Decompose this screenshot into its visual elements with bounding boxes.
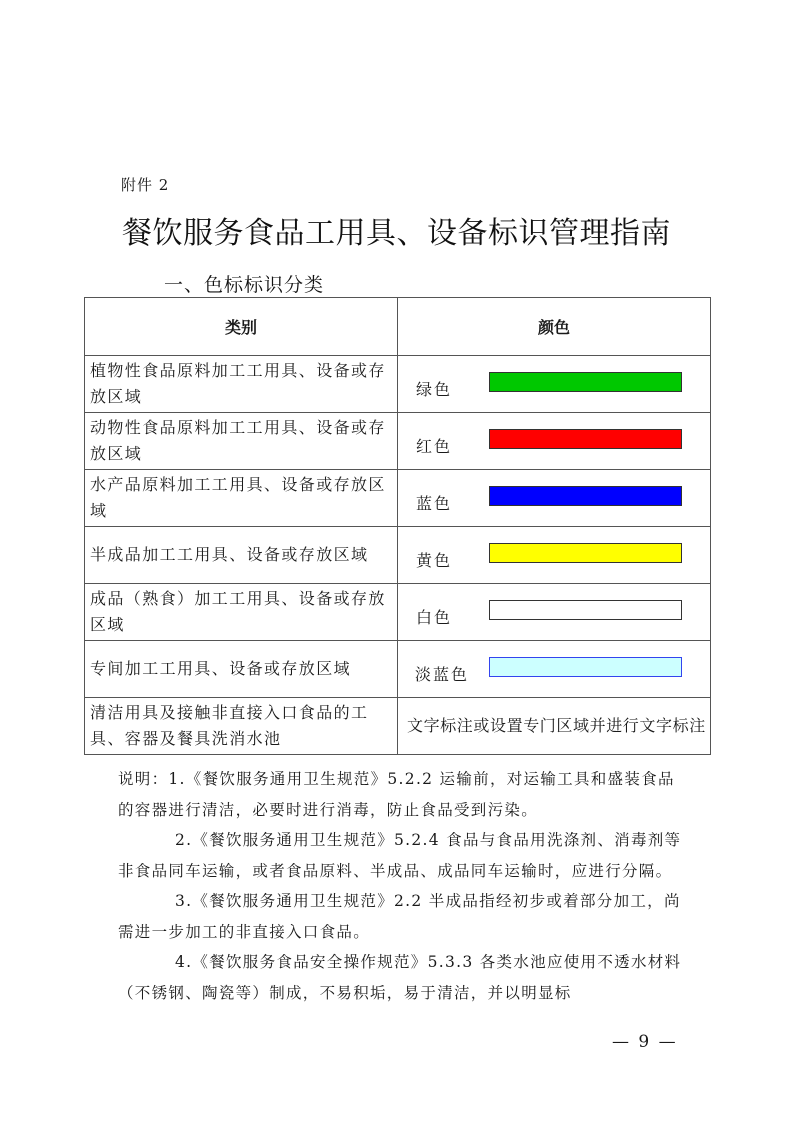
color-cell <box>398 356 711 413</box>
color-swatch-red <box>489 429 682 449</box>
color-cell <box>398 584 711 641</box>
color-swatch-blue <box>489 486 682 506</box>
note-item: 说明：1.《餐饮服务通用卫生规范》5.2.2 运输前，对运输工具和盛装食品的容器进行清洁，必要时进行消毒，防止食品受到污染。 <box>118 770 675 819</box>
color-name: 蓝色 <box>416 494 453 514</box>
note-item: 3.《餐饮服务通用卫生规范》2.2 半成品指经初步或着部分加工，尚需进一步加工的非直接入口食品。 <box>118 892 681 941</box>
labeling-text-cell: 文字标注或设置专门区域并进行文字标注 <box>398 698 711 755</box>
color-cell <box>398 470 711 527</box>
color-name: 黄色 <box>416 551 453 571</box>
table-row <box>85 584 711 641</box>
note-item: 4.《餐饮服务食品安全操作规范》5.3.3 各类水池应使用不透水材料（不锈钢、陶瓷等）制成，不易积垢，易于清洁，并以明显标 <box>118 953 682 1002</box>
header-color: 颜色 <box>398 298 711 356</box>
color-cell <box>398 527 711 584</box>
color-code-table <box>84 297 711 755</box>
category-cell: 成品（熟食）加工工用具、设备或存放区域 <box>85 584 398 641</box>
table-row <box>85 470 711 527</box>
color-name: 红色 <box>416 437 453 457</box>
header-category: 类别 <box>85 298 398 356</box>
category-cell: 专间加工工用具、设备或存放区域 <box>85 641 398 698</box>
section-heading: 一、色标标识分类 <box>164 274 325 296</box>
attachment-label: 附件 2 <box>121 176 170 194</box>
table-row <box>85 527 711 584</box>
page-number: — 9 — <box>612 1032 678 1052</box>
table-row <box>85 413 711 470</box>
category-cell: 动物性食品原料加工工用具、设备或存放区域 <box>85 413 398 470</box>
notes <box>118 764 683 1008</box>
color-swatch-green <box>489 372 682 392</box>
category-cell: 水产品原料加工工用具、设备或存放区域 <box>85 470 398 527</box>
color-swatch-light-blue <box>489 657 682 677</box>
category-cell: 清洁用具及接触非直接入口食品的工具、容器及餐具洗消水池 <box>85 698 398 755</box>
color-cell <box>398 413 711 470</box>
color-name: 绿色 <box>416 380 453 400</box>
color-name: 白色 <box>416 608 453 628</box>
color-swatch-white <box>489 600 682 620</box>
page-title: 餐饮服务食品工用具、设备标识管理指南 <box>122 216 671 251</box>
category-cell: 半成品加工工用具、设备或存放区域 <box>85 527 398 584</box>
table-row <box>85 641 711 698</box>
table-row <box>85 698 711 755</box>
color-cell <box>398 641 711 698</box>
note-item: 2.《餐饮服务通用卫生规范》5.2.4 食品与食品用洗涤剂、消毒剂等非食品同车运输，或者食品原料、半成品、成品同车运输时，应进行分隔。 <box>118 831 682 880</box>
color-swatch-yellow <box>489 543 682 563</box>
table-header-row <box>85 298 711 356</box>
category-cell: 植物性食品原料加工工用具、设备或存放区域 <box>85 356 398 413</box>
table-row <box>85 356 711 413</box>
color-name: 淡蓝色 <box>415 665 470 685</box>
